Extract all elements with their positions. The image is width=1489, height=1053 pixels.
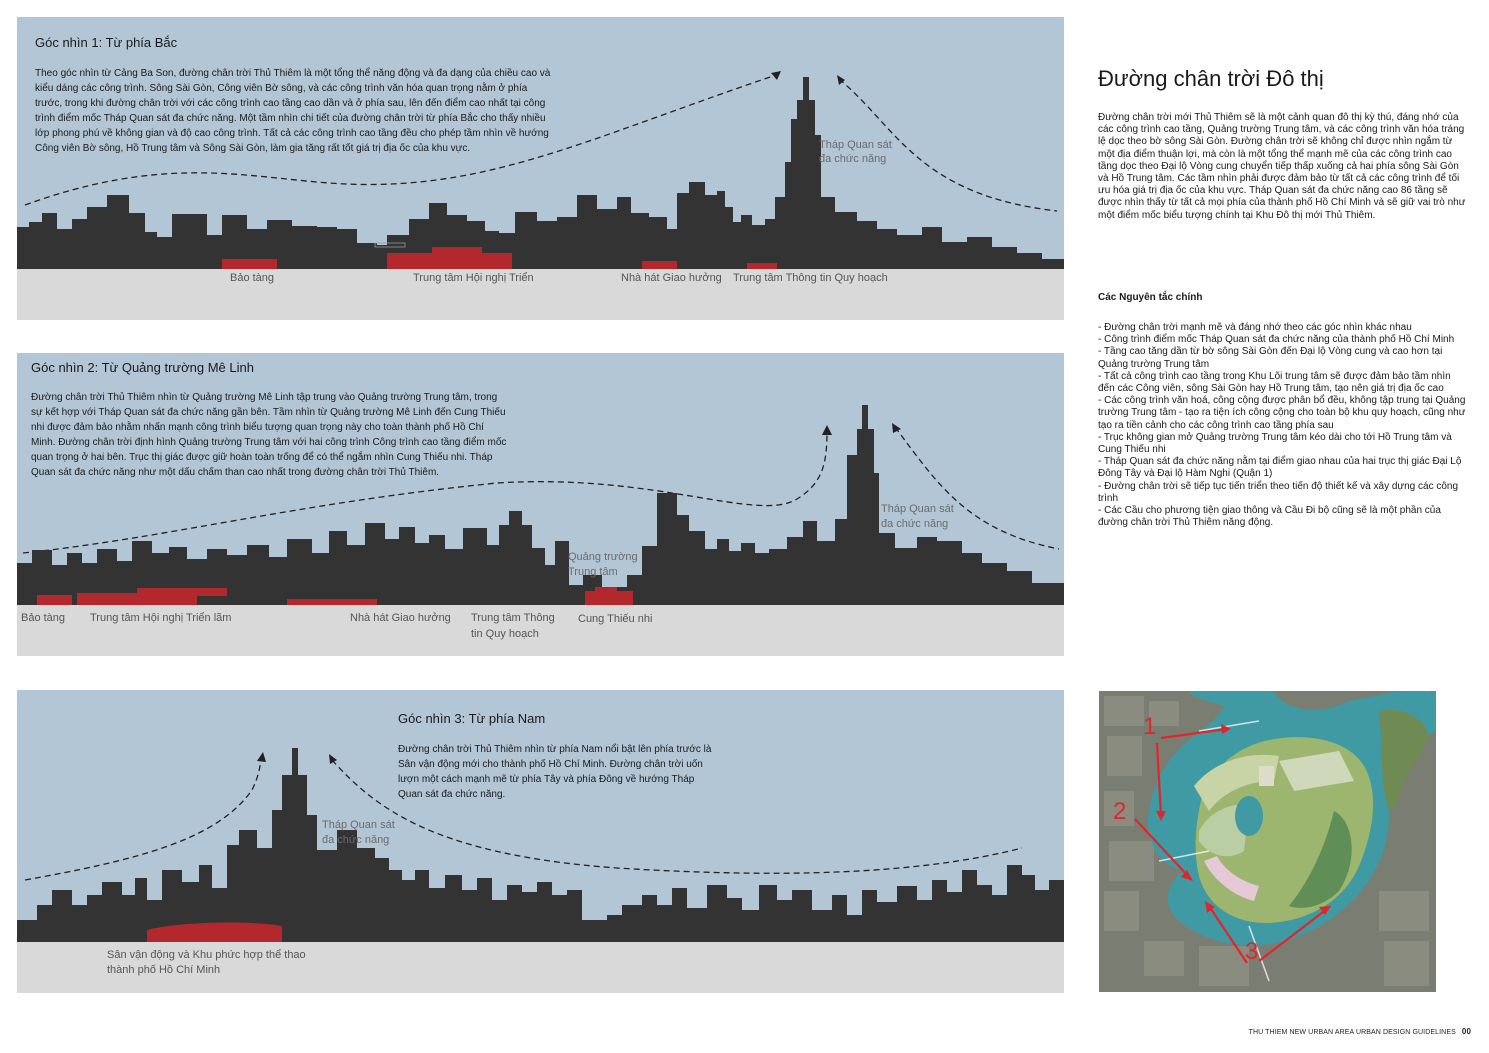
section-title: Đường chân trời Đô thị [1098, 66, 1324, 91]
childrens-palace-label: Cung Thiếu nhi [578, 613, 653, 625]
list-item: - Đường chân trời sẽ tiếp tục tiến triển theo tiến độ thiết kế và xây dựng các công trình [1098, 480, 1459, 504]
list-item: - Đường chân trời mạnh mẽ và đáng nhớ theo các góc nhìn khác nhau [1098, 322, 1412, 333]
panel-title: Góc nhìn 3: Từ phía Nam [398, 711, 546, 726]
list-item: - Các công trình văn hoá, công cộng được phân bổ đều, không tập trung tại Quảng trường Trung tâm - tạo ra tiện ích công cộng cho toàn bộ khu quy hoạch, cũng như tạo ra tiền cảnh cho các công trình cao tầng phía sau [1098, 395, 1466, 431]
list-item: - Tháp Quan sát đa chức năng nằm tại điểm giao nhau của hai trục thị giác Đại Lộ Đông Tây và Đại lộ Hàm Nghi (Quận 1) [1098, 456, 1462, 480]
planning-center-label: Trung tâm Thông tin Quy hoạch [733, 272, 888, 284]
tower-label: Tháp Quan sát [819, 139, 892, 151]
list-item: - Tầng cao tăng dần từ bờ sông Sài Gòn đến Đại lộ Vòng cung và cao hơn tại Quảng trường Trung tâm [1098, 346, 1443, 370]
skyline-panel-melinh [17, 353, 1064, 656]
panel-description: Đường chân trời Thủ Thiêm nhìn từ Quảng trường Mê Linh tập trung vào Quảng trường Trung tâm, trong sự kết hợp với Tháp Quan sát đa chức năng gần bên. Tầm nhìn từ Quảng trường Mê Linh đến Cung Thiếu nhi được đảm bảo nhằm nhấn mạnh công trình biểu tượng quan trọng này cho toàn thành phố Hồ Chí Minh. Đường chân trời định hình Quảng trường Trung tâm với hai công trình Công trình cao tầng điểm mốc quan trọng ở hai bên. Trục thị giác được giữ hoàn toàn trống để có thể ngắm nhìn Cung Thiếu nhi. Tháp Quan sát đa chức năng như một dấu chấm than cao nhất trong đường chân trời Thủ Thiêm. [31, 392, 507, 478]
tower-label: đa chức năng [819, 153, 887, 165]
square-label: Quảng trường [568, 551, 638, 563]
principles-heading: Các Nguyên tắc chính [1098, 292, 1203, 303]
list-item: - Tất cả công trình cao tầng trong Khu Lõi trung tâm sẽ được đảm bảo tầm nhìn đến các Công viên, sông Sài Gòn hay Hồ Trung tâm, tạo nên giá trị địa ốc cao [1098, 370, 1451, 395]
panel-description: Theo góc nhìn từ Cảng Ba Son, đường chân trời Thủ Thiêm là một tổng thể năng động và đa dạng của chiều cao và kiểu dáng các công trình. Sông Sài Gòn, Công viên Bờ sông, và các công trình văn hóa quan trọng nằm ở phía trước, trong khi đường chân trời với các công trình cao tầng cao dần và ở phía sau, lên đến điểm cao nhất tại công trình điểm mốc Tháp Quan sát đa chức năng. Một tầm nhìn chi tiết của đường chân trời từ phía Bắc cho thấy nhiều lớp phong phú về không gian và độ cao công trình. Tất cả các công trình cao tầng đều cho phép tầm nhìn về hướng Công viên Bờ sông, Hồ Trung tâm và Sông Sài Gòn, làm gia tăng rất tốt giá trị địa ốc của khu vực. [35, 68, 551, 154]
tower-label: đa chức năng [881, 518, 949, 530]
arrowhead-icon [892, 423, 901, 433]
planning-center-label: Trung tâm Thông [471, 612, 555, 624]
museum-label: Bảo tàng [21, 612, 66, 624]
panel-title: Góc nhìn 1: Từ phía Bắc [35, 35, 178, 50]
panel-title: Góc nhìn 2: Từ Quảng trường Mê Linh [31, 360, 254, 375]
panel-description: Đường chân trời Thủ Thiêm nhìn từ phía Nam nổi bật lên phía trước là Sân vận động mới cho thành phố Hồ Chí Minh. Đường chân trời uốn lượn một cách mạnh mẽ từ phía Tây và phía Đông về hướng Tháp Quan sát đa chức năng. [398, 744, 712, 800]
section-intro: Đường chân trời mới Thủ Thiêm sẽ là một cảnh quan đô thị kỳ thú, đáng nhớ của các công trình cao tầng, Quảng trường Trung tâm, và các công trình văn hóa tráng lệ dọc theo bờ sông Sài Gòn. Đường chân trời sẽ không chỉ được nhìn ngắm từ một địa điểm thuận lợi, mà còn là một tổng thể mạnh mẽ của các công trình cao tầng dọc theo Đại lộ Vòng cung chuyển tiếp thấp xuống cả hai phía sông Sài Gòn và Hồ Trung tâm. Các tầm nhìn phải được đảm bảo từ tất cả các công trình để tối ưu hóa giá trị địa ốc của khu vực. Tháp Quan sát đa chức năng cao 86 tầng sẽ được nhìn thấy từ tất cả mọi phía của thành phố Hồ Chí Minh và sẽ giữ vai trò như một điểm mốc biểu tượng chính tại Khu Đô thị mới Thủ Thiêm. [1098, 112, 1466, 221]
viewpoint-marker: 3 [1245, 938, 1259, 965]
arrowhead-icon [257, 752, 266, 762]
square-label: Trung tâm [568, 566, 618, 578]
tower-label: Tháp Quan sát [881, 503, 954, 515]
page-footer [1249, 1027, 1471, 1036]
concert-hall-label: Nhà hát Giao hưởng [350, 612, 451, 624]
list-item: - Trục không gian mở Quảng trường Trung tâm kéo dài cho tới Hồ Trung tâm và Cung Thiếu nhi [1098, 431, 1452, 456]
concert-hall-label: Nhà hát Giao hưởng [621, 272, 722, 284]
list-item: - Công trình điểm mốc Tháp Quan sát đa chức năng của thành phố Hồ Chí Minh [1098, 334, 1455, 346]
page-number: 00 [1461, 1027, 1471, 1036]
skyline-panel-north [17, 17, 1064, 320]
convention-center-label: Trung tâm Hội nghị Triển lãm [90, 612, 232, 624]
planning-center-label: tin Quy hoạch [471, 628, 539, 640]
viewpoint-marker: 2 [1113, 798, 1127, 825]
museum-label: Bảo tàng [230, 272, 275, 284]
arrowhead-icon [822, 425, 832, 435]
footer-title: THU THIEM NEW URBAN AREA URBAN DESIGN GUIDELINES [1248, 1029, 1456, 1036]
tower-label: đa chức năng [322, 834, 390, 846]
tower-label: Tháp Quan sát [322, 819, 395, 831]
principles-list [1098, 322, 1470, 529]
viewpoint-marker: 1 [1143, 713, 1157, 740]
viewpoint-map [1099, 691, 1436, 992]
list-item: - Các Cầu cho phương tiện giao thông và Cầu Đi bộ cũng sẽ là một phần của đường chân trời Thủ Thiêm năng động. [1098, 505, 1441, 529]
arrowhead-icon [771, 71, 781, 80]
arrowhead-icon [837, 75, 845, 85]
stadium-label: Sân vận động và Khu phức hợp thể thao [107, 949, 306, 961]
convention-center-label: Trung tâm Hội nghị Triển [413, 272, 534, 284]
arrowhead-icon [329, 754, 337, 764]
stadium-label: thành phố Hồ Chí Minh [107, 964, 221, 976]
skyline-panel-south [17, 690, 1064, 993]
ground-strip [17, 269, 1064, 320]
aerial-map-illustration [1099, 691, 1436, 992]
sightline-arrow-left [25, 758, 261, 880]
